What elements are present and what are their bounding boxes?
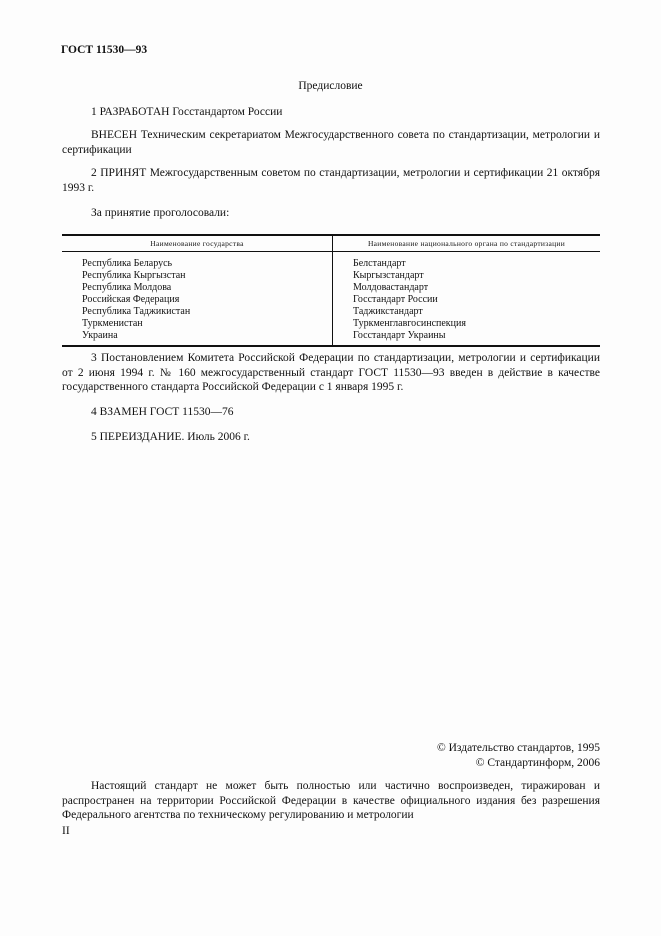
table-header-state: Наименование государства <box>62 235 333 252</box>
paragraph-1b <box>62 128 600 157</box>
vote-intro-text: За принятие проголосовали: <box>91 207 230 219</box>
voting-table <box>62 234 600 347</box>
paragraph-2-text: 2 ПРИНЯТ Межгосударственным советом по стандартизации, метрологии и сертификации 21 октября 1993 г. <box>62 167 600 194</box>
document-id-header: ГОСТ 11530—93 <box>61 44 148 56</box>
list-item: Госстандарт Украины <box>353 330 446 341</box>
list-item: Кыргызстандарт <box>353 270 424 281</box>
paragraph-4-text: 4 ВЗАМЕН ГОСТ 11530—76 <box>91 406 234 418</box>
vote-intro <box>62 206 600 221</box>
list-item: Республика Беларусь <box>82 258 173 269</box>
reproduction-notice <box>62 779 600 823</box>
table-header-body: Наименование национального органа по стандартизации <box>333 235 601 252</box>
list-item: Республика Молдова <box>82 282 172 293</box>
states-list <box>62 258 332 342</box>
paragraph-3 <box>62 351 600 395</box>
list-item: Белстандарт <box>353 258 406 269</box>
list-item: Российская Федерация <box>82 294 180 305</box>
list-item: Молдовастандарт <box>353 282 429 293</box>
list-item: Республика Кыргызстан <box>82 270 186 281</box>
paragraph-5-text: 5 ПЕРЕИЗДАНИЕ. Июль 2006 г. <box>91 431 250 443</box>
list-item: Госстандарт России <box>353 294 438 305</box>
paragraph-1 <box>62 105 600 120</box>
list-item: Республика Таджикистан <box>82 306 191 317</box>
paragraph-2 <box>62 166 600 195</box>
list-item: Украина <box>82 330 118 341</box>
states-cell <box>62 252 333 347</box>
page-number: II <box>62 825 70 837</box>
copyright-line-2: © Стандартинформ, 2006 <box>475 757 600 769</box>
paragraph-1-text: 1 РАЗРАБОТАН Госстандартом России <box>91 106 283 118</box>
list-item: Туркменглавгосинспекция <box>353 318 466 329</box>
copyright-block <box>437 741 600 771</box>
paragraph-3-text: 3 Постановлением Комитета Российской Федерации по стандартизации, метрологии и сертификации от 2 июня 1994 г. № 160 межгосударственный стандарт ГОСТ 11530—93 введен в действие в качестве государственного стандарта Российской Федерации с 1 января 1995 г. <box>62 352 600 393</box>
page-title: Предисловие <box>298 80 363 92</box>
paragraph-1b-text: ВНЕСЕН Техническим секретариатом Межгосударственного совета по стандартизации, метрологии и сертификации <box>62 129 600 156</box>
bodies-cell <box>333 252 601 347</box>
list-item: Туркменистан <box>82 318 143 329</box>
reproduction-notice-text: Настоящий стандарт не может быть полностью или частично воспроизведен, тиражирован и распространен на территории Российской Федерации в качестве официального издания без разрешения Федерального агентства по техническому регулированию и метрологии <box>62 780 600 821</box>
list-item: Таджикстандарт <box>353 306 423 317</box>
copyright-line-1: © Издательство стандартов, 1995 <box>436 742 600 754</box>
bodies-list <box>333 258 600 342</box>
paragraph-5 <box>62 430 600 445</box>
paragraph-4 <box>62 405 600 420</box>
